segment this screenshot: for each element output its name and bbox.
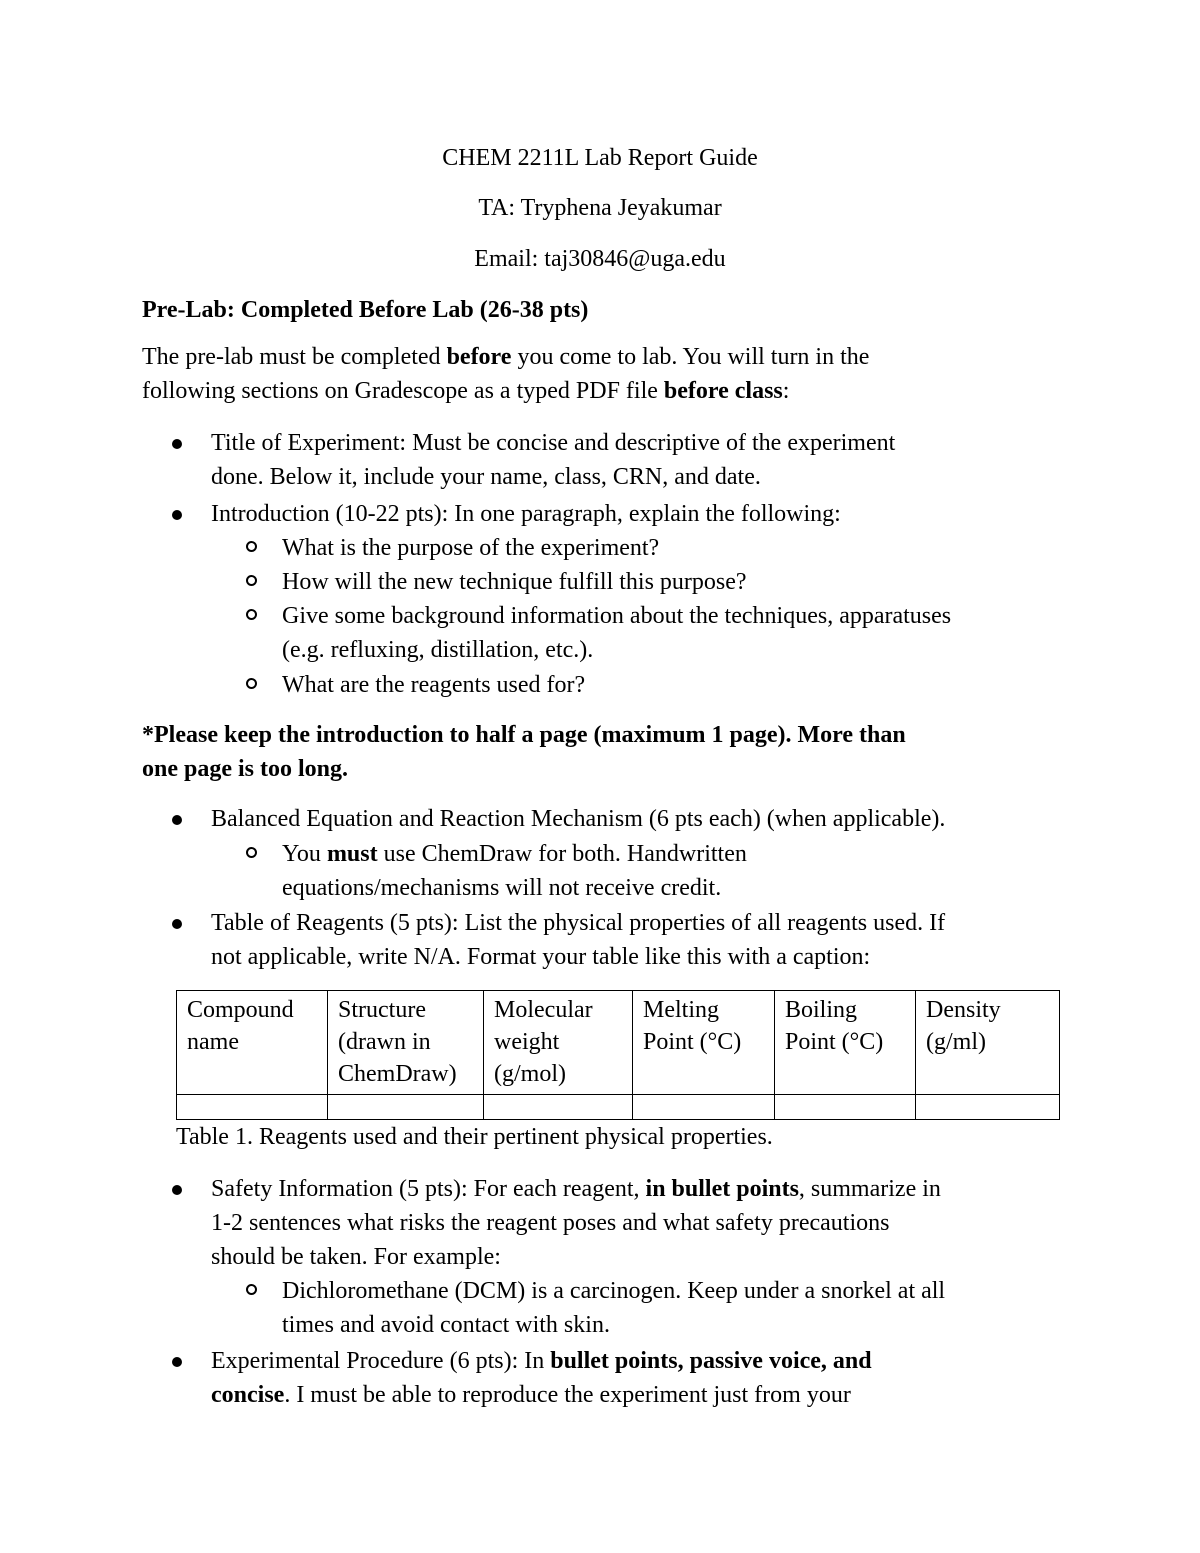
bullet-table-line-1: Table of Reagents (5 pts): List the physical properties of all reagents used. If <box>211 910 946 936</box>
bullet-safety-line-3: should be taken. For example: <box>211 1244 501 1270</box>
safety-sub-line-2: times and avoid contact with skin. <box>282 1312 610 1338</box>
document-title: CHEM 2211L Lab Report Guide <box>442 145 758 171</box>
table-cell <box>775 1095 916 1120</box>
prelab-intro-line-2: following sections on Gradescope as a typed PDF file before class: <box>142 378 790 404</box>
ta-email: Email: taj30846@uga.edu <box>474 246 726 272</box>
bullet-safety-line-1: Safety Information (5 pts): For each reagent, in bullet points, summarize in <box>211 1176 941 1202</box>
table-caption: Table 1. Reagents used and their pertinent physical properties. <box>176 1124 773 1150</box>
bullet-title-line-2: done. Below it, include your name, class, CRN, and date. <box>211 464 761 490</box>
header-melting-point: Melting Point (°C) <box>633 991 775 1095</box>
bullet-icon <box>172 439 182 449</box>
header-molecular-weight: Molecular weight (g/mol) <box>484 991 633 1095</box>
bullet-introduction: Introduction (10-22 pts): In one paragraph, explain the following: <box>211 501 841 527</box>
bullet-icon <box>172 1185 182 1195</box>
circle-bullet-icon <box>246 1284 257 1295</box>
intro-note-line-1: *Please keep the introduction to half a page (maximum 1 page). More than <box>142 722 906 748</box>
bullet-table-line-2: not applicable, write N/A. Format your table like this with a caption: <box>211 944 871 970</box>
balanced-sub-line-1: You must use ChemDraw for both. Handwritten <box>282 841 747 867</box>
bullet-icon <box>172 919 182 929</box>
ta-name: TA: Tryphena Jeyakumar <box>478 195 722 221</box>
circle-bullet-icon <box>246 678 257 689</box>
header-compound-name: Compound name <box>177 991 328 1095</box>
bullet-icon <box>172 510 182 520</box>
header-structure: Structure (drawn in ChemDraw) <box>328 991 484 1095</box>
header-density: Density (g/ml) <box>916 991 1060 1095</box>
circle-bullet-icon <box>246 609 257 620</box>
table-header-row <box>177 991 1060 1095</box>
balanced-sub-line-2: equations/mechanisms will not receive credit. <box>282 875 722 901</box>
table-cell <box>916 1095 1060 1120</box>
intro-sub-item-continued: (e.g. refluxing, distillation, etc.). <box>282 637 594 663</box>
header-boiling-point: Boiling Point (°C) <box>775 991 916 1095</box>
bullet-icon <box>172 815 182 825</box>
safety-sub-line-1: Dichloromethane (DCM) is a carcinogen. Keep under a snorkel at all <box>282 1278 946 1304</box>
bullet-icon <box>172 1357 182 1367</box>
intro-sub-item: How will the new technique fulfill this purpose? <box>282 569 747 595</box>
table-cell <box>633 1095 775 1120</box>
prelab-heading: Pre-Lab: Completed Before Lab (26-38 pts) <box>142 297 589 323</box>
bullet-safety-line-2: 1-2 sentences what risks the reagent poses and what safety precautions <box>211 1210 890 1236</box>
bullet-procedure-line-2: concise. I must be able to reproduce the experiment just from your <box>211 1382 851 1408</box>
reagents-table <box>176 990 1060 1120</box>
bullet-title-line-1: Title of Experiment: Must be concise and descriptive of the experiment <box>211 430 896 456</box>
intro-sub-item: What is the purpose of the experiment? <box>282 535 660 561</box>
circle-bullet-icon <box>246 541 257 552</box>
prelab-intro-line-1: The pre-lab must be completed before you come to lab. You will turn in the <box>142 344 870 370</box>
table-row <box>177 1095 1060 1120</box>
intro-note-line-2: one page is too long. <box>142 756 349 782</box>
bullet-balanced-equation: Balanced Equation and Reaction Mechanism (6 pts each) (when applicable). <box>211 806 946 832</box>
table-cell <box>484 1095 633 1120</box>
bullet-procedure-line-1: Experimental Procedure (6 pts): In bullet points, passive voice, and <box>211 1348 872 1374</box>
circle-bullet-icon <box>246 847 257 858</box>
intro-sub-item: Give some background information about the techniques, apparatuses <box>282 603 952 629</box>
circle-bullet-icon <box>246 575 257 586</box>
table-cell <box>328 1095 484 1120</box>
table-cell <box>177 1095 328 1120</box>
intro-sub-item: What are the reagents used for? <box>282 672 586 698</box>
